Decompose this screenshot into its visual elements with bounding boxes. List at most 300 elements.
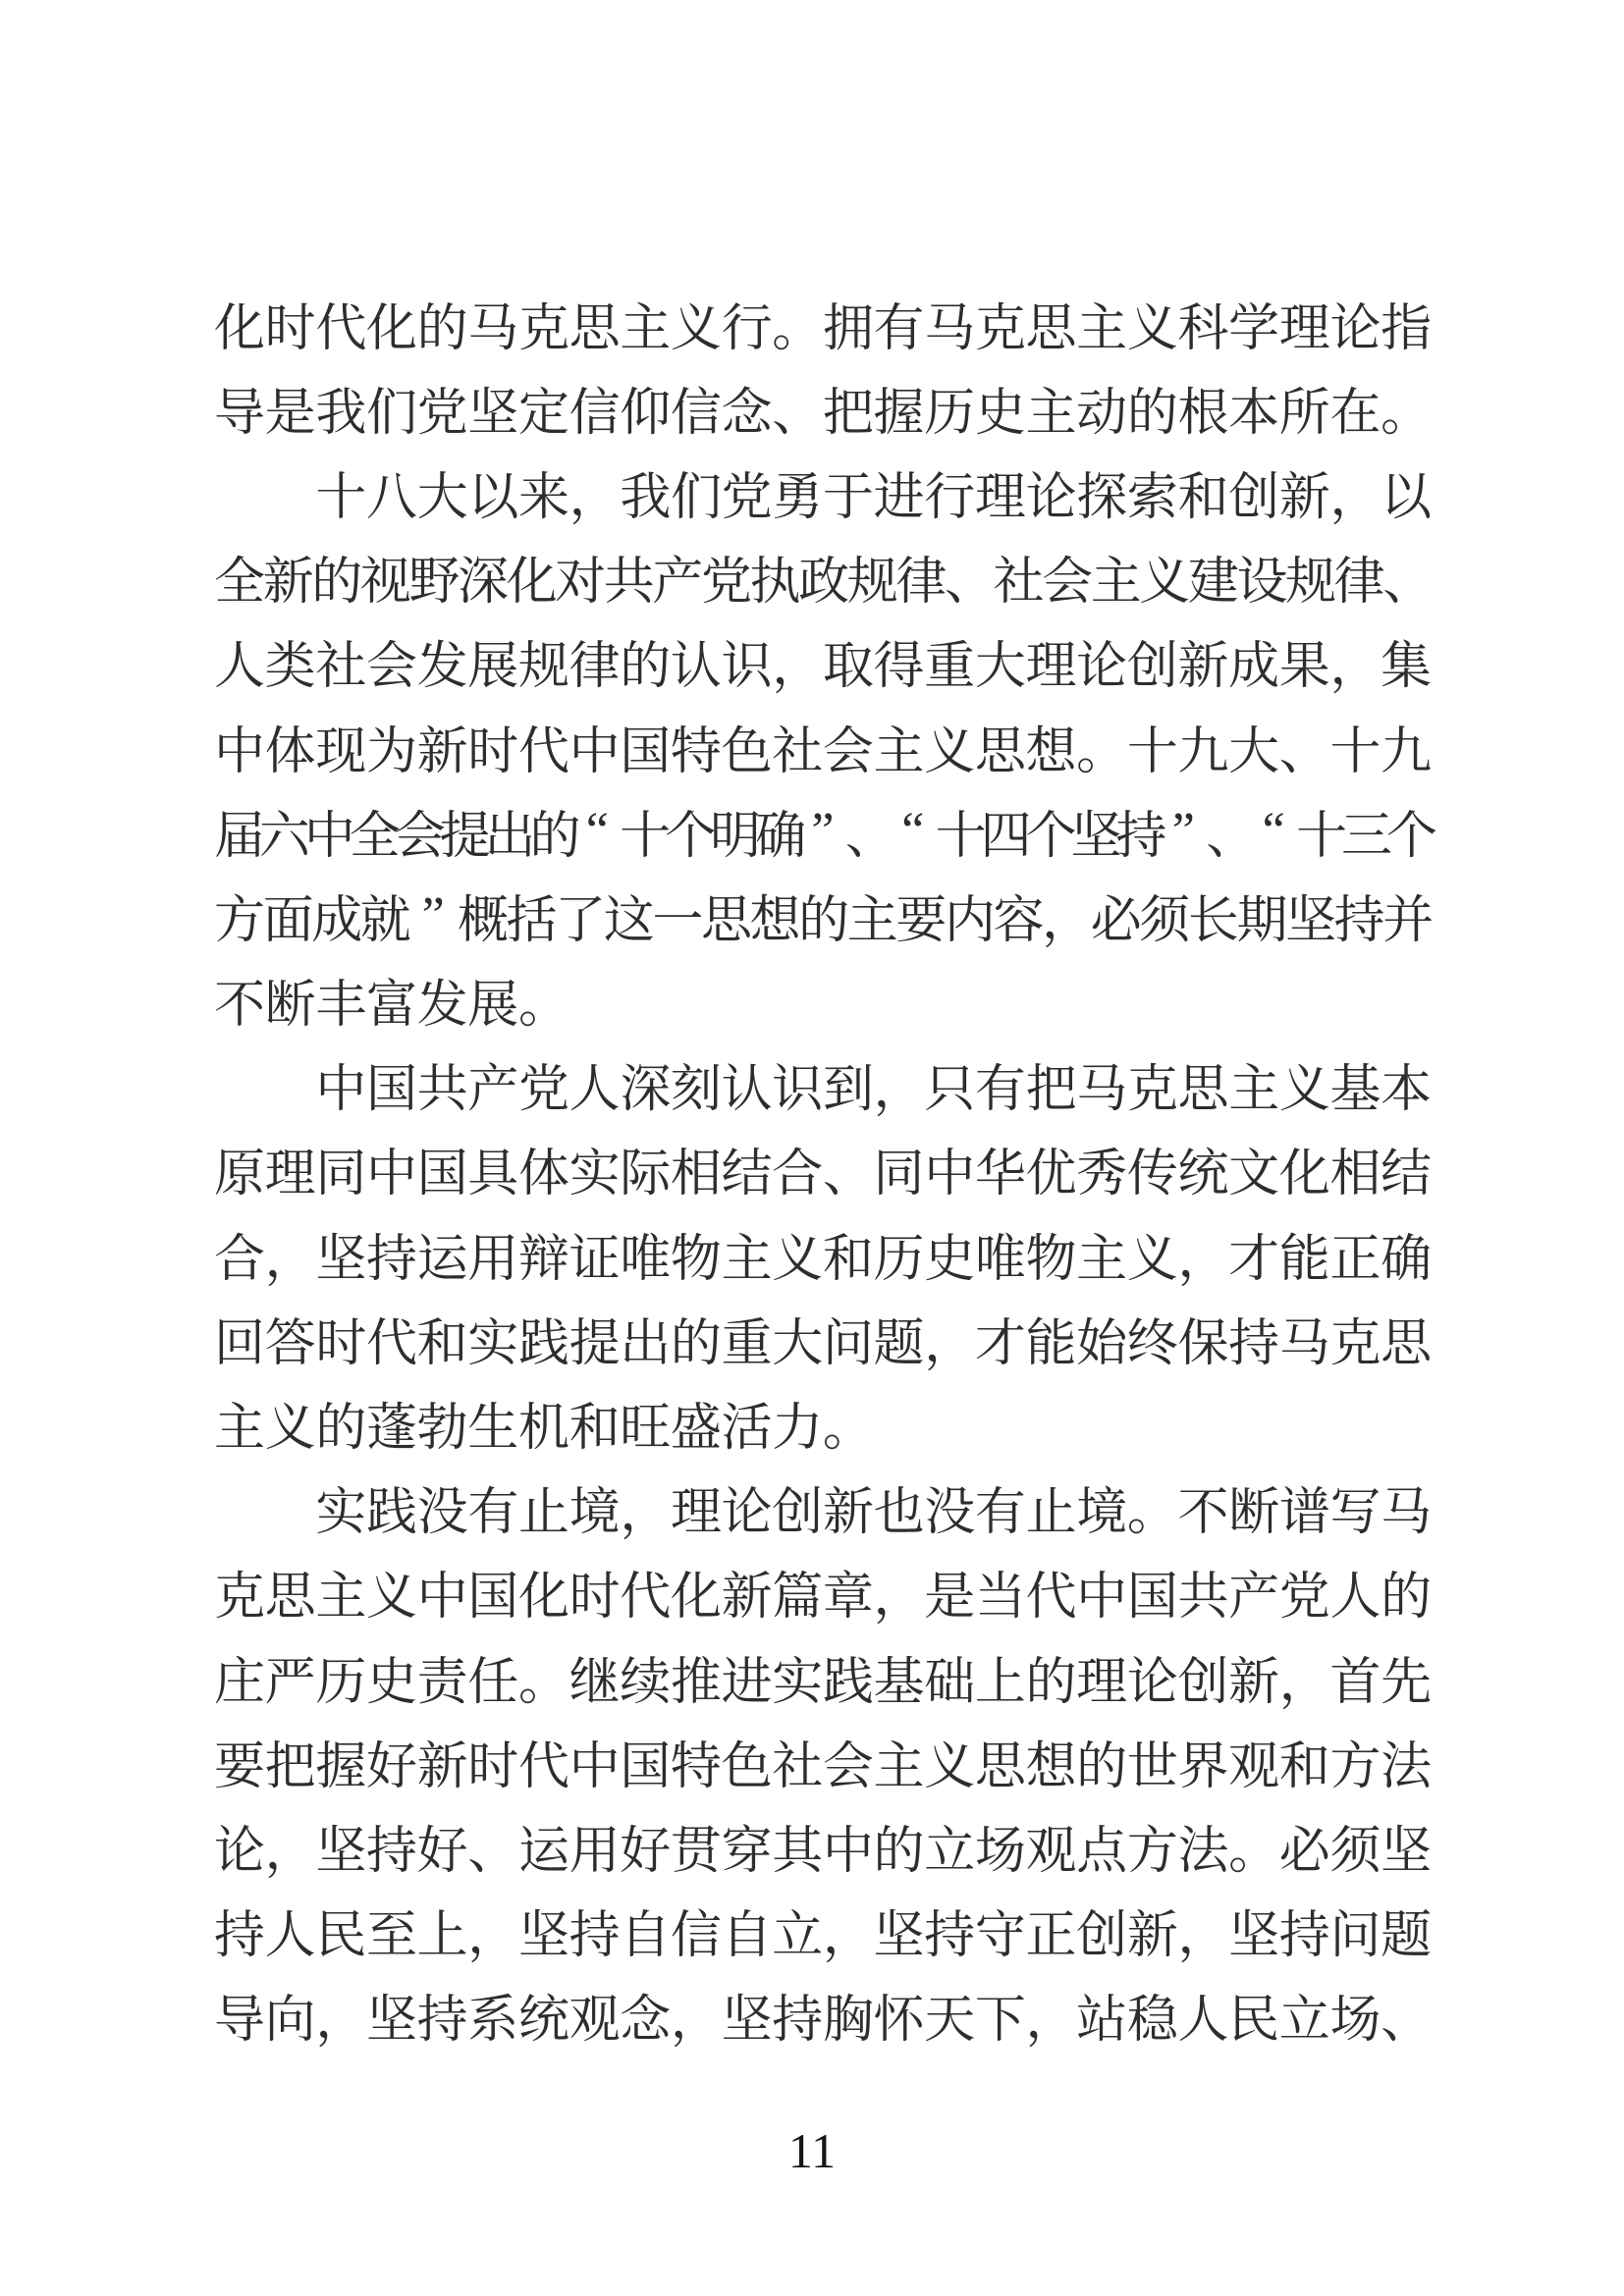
text-char: 思 [568,300,621,357]
text-char: 人 [264,1908,316,1965]
text-char: 用 [568,1823,621,1880]
text-char: 主 [620,300,672,357]
text-line [214,1127,1432,1211]
text-char: 思 [264,1570,316,1627]
text-char: ， [1278,1654,1330,1711]
text-char: 对 [555,555,607,612]
text-char: 际 [620,1147,672,1203]
text-char: 蓬 [365,1401,417,1458]
text-char: 的 [529,808,581,865]
text-char: 时 [568,1570,621,1627]
text-char: 同 [315,1147,367,1203]
text-char: 个 [665,808,717,865]
text-char: 这 [603,892,655,949]
text-line [214,1889,1432,1973]
text-char: 、 [844,808,896,865]
text-char: 具 [467,1147,519,1203]
text-char: 上 [416,1908,468,1965]
text-char: 和 [416,1315,468,1372]
text-char: 产 [1228,1570,1280,1627]
text-char: 十 [1329,723,1381,780]
text-char: 坚 [1380,1823,1433,1880]
text-char: 践 [366,1485,418,1542]
text-char: 、 [1380,1993,1433,2050]
text-char: ， [1177,1231,1229,1288]
text-char: 中 [1076,1570,1128,1627]
text-char: 历 [315,1654,367,1711]
text-char: 方 [214,892,266,949]
text-char: 要 [895,892,947,949]
text-char: 期 [1236,892,1288,949]
text-char: 观 [1025,1823,1077,1880]
text-char: 只 [924,1062,976,1119]
text-char: 中 [568,1738,621,1795]
text-char: 不 [1177,1485,1229,1542]
text-char: 确 [1380,1231,1433,1288]
text-char: 义 [1139,555,1191,612]
text-char: 克 [1126,1062,1178,1119]
text-char: 写 [1329,1485,1381,1542]
text-char: 、 [822,1147,874,1203]
text-char: 化 [506,555,558,612]
text-char: 推 [670,1654,722,1711]
text-char: 十 [1296,808,1348,865]
text-char: 始 [1076,1315,1128,1372]
text-char: 党 [416,385,468,442]
text-char: ， [620,1485,672,1542]
text-char: 持 [568,1908,621,1965]
text-char: 上 [974,1654,1026,1711]
text-char: 勃 [416,1401,468,1458]
text-char: 至 [365,1908,417,1965]
text-char: 视 [359,555,411,612]
text-char: 主 [846,892,898,949]
text-char: 全 [214,555,266,612]
text-char: 发 [416,639,468,696]
text-char: 共 [1177,1570,1229,1627]
text-line [214,1550,1432,1634]
text-char: 富 [365,978,417,1035]
text-char: 是 [924,1570,976,1627]
text-char: 学 [1228,300,1280,357]
text-char: 共 [603,555,655,612]
text-char: 首 [1329,1654,1381,1711]
text-char: 机 [517,1401,569,1458]
text-char: 以 [467,469,519,526]
text-char: 。 [517,978,569,1035]
text-char: 义 [1126,1231,1178,1288]
text-char: 点 [1076,1823,1128,1880]
text-char: 规 [846,555,898,612]
text-char: 断 [1228,1485,1280,1542]
text-char: 好 [365,1738,417,1795]
text-char: 主 [1076,1231,1128,1288]
text-char: 体 [517,1147,569,1203]
text-char: 代 [1025,1570,1077,1627]
text-char: “ [585,802,609,859]
text-line [214,365,1432,450]
text-char: 场 [1329,1993,1381,2050]
text-char: 大 [416,469,468,526]
text-char: 马 [1278,1315,1330,1372]
text-char: 代 [365,1315,417,1372]
text-char: ， [1025,1993,1077,2050]
text-char: 马 [1380,1485,1433,1542]
text-char: 辩 [517,1231,569,1288]
text-char: ， [1329,639,1381,696]
text-char: 方 [1329,1738,1381,1795]
text-char: 索 [1126,469,1178,526]
text-char: 社 [772,723,824,780]
text-char: 主 [873,1738,925,1795]
text-char: 了 [555,892,607,949]
text-char: 特 [670,723,722,780]
text-char: 坚 [315,1823,367,1880]
text-char: 实 [772,1654,824,1711]
text-char: 唯 [620,1231,672,1288]
text-char: 生 [467,1401,519,1458]
text-char: 面 [262,892,314,949]
text-char: 的 [1380,1570,1433,1627]
text-char: 践 [517,1315,569,1372]
text-char: 代 [517,723,569,780]
text-char: 历 [873,1231,925,1288]
text-char: 的 [670,1315,722,1372]
text-char: “ [901,802,925,859]
text-char: 华 [974,1147,1026,1203]
text-char: 史 [365,1654,417,1711]
text-char: 论 [1025,469,1077,526]
text-char: ， [873,1570,925,1627]
text-char: 方 [1126,1823,1178,1880]
text-char: 社 [315,639,367,696]
text-char: 创 [1228,469,1280,526]
text-char: 运 [517,1823,569,1880]
text-char: 克 [1329,1315,1381,1372]
text-char: 怀 [873,1993,925,2050]
text-char: 克 [214,1570,266,1627]
text-char: 为 [365,723,417,780]
text-char: ” [421,886,445,943]
text-char: 的 [1126,385,1178,442]
text-char: 信 [670,385,722,442]
text-char: 和 [568,1401,621,1458]
text-char: 坚 [467,385,519,442]
text-char: 思 [1177,1062,1229,1119]
text-char: 在 [1329,385,1381,442]
text-char: 、 [944,555,996,612]
text-char: 合 [214,1231,266,1288]
text-char: 。 [1126,1485,1178,1542]
text-char: 勇 [772,469,824,526]
text-char: 大 [1228,723,1280,780]
text-char: 念 [721,385,773,442]
text-char: 结 [1380,1147,1433,1203]
text-char: 得 [873,639,925,696]
text-char: 理 [974,469,1026,526]
text-char: 力 [772,1401,824,1458]
text-char: 中 [214,723,266,780]
text-char: 人 [568,1062,621,1119]
text-char: 化 [214,300,266,357]
text-char: 坚 [365,1993,417,2050]
text-char: ” [811,802,835,859]
text-char: 国 [620,1738,672,1795]
text-char: 同 [873,1147,925,1203]
text-char: 化 [365,300,417,357]
text-char: 指 [1380,300,1433,357]
text-char: 人 [214,639,266,696]
text-char: 色 [721,723,773,780]
text-char: 活 [721,1401,773,1458]
text-char: 的 [873,1823,925,1880]
text-char: 论 [214,1823,266,1880]
text-char: 十 [1126,723,1178,780]
text-char: 基 [873,1654,925,1711]
text-char: 认 [721,1062,773,1119]
text-char: 十 [315,469,367,526]
text-char: 传 [1126,1147,1178,1203]
text-char: 有 [467,1485,519,1542]
text-char: 理 [1076,1654,1128,1711]
text-line [214,281,1432,365]
text-char: 须 [1329,1823,1381,1880]
text-char: 化 [517,1570,569,1627]
text-char: 集 [1380,639,1433,696]
text-char: 代 [517,1738,569,1795]
text-char: ， [315,1993,367,2050]
text-char: 题 [1380,1908,1433,1965]
text-char: 明 [710,808,762,865]
text-line [214,1211,1432,1296]
text-char: 国 [467,1570,519,1627]
text-char: 责 [416,1654,468,1711]
text-char: 。 [1076,723,1128,780]
text-char: 科 [1177,300,1229,357]
text-char: 出 [484,808,536,865]
text-char: 握 [873,385,925,442]
text-line [214,619,1432,704]
text-char: 届 [214,808,266,865]
text-char: 断 [264,978,316,1035]
text-char: 持 [772,1993,824,2050]
text-char: 政 [798,555,850,612]
text-char: 成 [311,892,363,949]
text-char: 继 [568,1654,621,1711]
text-char: 稳 [1126,1993,1178,2050]
text-char: 产 [467,1062,519,1119]
text-char: ， [467,1908,519,1965]
text-char: 章 [822,1570,874,1627]
text-char: 持 [365,1823,417,1880]
text-char: 人 [1177,1993,1229,2050]
text-char: 止 [1025,1485,1077,1542]
text-char: 识 [721,639,773,696]
text-char: 回 [214,1315,266,1372]
text-char: 国 [620,723,672,780]
text-char: 导 [214,1993,266,2050]
text-char: 仰 [620,385,672,442]
text-line [214,1973,1432,2057]
text-char: 理 [1025,639,1077,696]
text-char: 须 [1139,892,1191,949]
text-char: 中 [822,1823,874,1880]
text-char: 创 [772,1485,824,1542]
text-char: 自 [721,1908,773,1965]
text-line [214,1042,1432,1127]
text-char: 严 [264,1654,316,1711]
text-char: 律 [895,555,947,612]
text-char: 持 [416,1993,468,2050]
text-char: 旺 [620,1401,672,1458]
text-char: 设 [1236,555,1288,612]
text-char: 中 [365,1147,417,1203]
text-char: 规 [1285,555,1337,612]
text-char: 向 [264,1993,316,2050]
text-char: 问 [1329,1908,1381,1965]
text-char: 立 [924,1823,976,1880]
text-char: 穿 [721,1823,773,1880]
text-char: 社 [993,555,1045,612]
text-char: 所 [1278,385,1330,442]
text-char: 探 [1076,469,1128,526]
text-char: 保 [1177,1315,1229,1372]
text-char: 持 [214,1908,266,1965]
text-char: 义 [365,1570,417,1627]
text-char: 证 [568,1231,621,1288]
text-char: 们 [365,385,417,442]
text-char: 创 [1126,639,1178,696]
text-char: 中 [924,1147,976,1203]
text-char: 三 [1341,808,1393,865]
text-char: 时 [264,300,316,357]
text-char: 进 [721,1654,773,1711]
text-char: ， [822,1908,874,1965]
text-char: 导 [214,385,266,442]
text-char: 思 [1380,1315,1433,1372]
text-char: 先 [1380,1654,1433,1711]
text-char: 实 [315,1485,367,1542]
text-char: 理 [1278,300,1330,357]
text-char: 践 [822,1654,874,1711]
text-char: 观 [1228,1738,1280,1795]
text-char: ， [1177,1908,1229,1965]
text-char: 把 [264,1738,316,1795]
text-char: 义 [1126,300,1178,357]
text-char: 根 [1177,385,1229,442]
text-char: 理 [264,1147,316,1203]
text-char: 出 [620,1315,672,1372]
text-char: 。 [517,1654,569,1711]
text-line [214,1466,1432,1550]
text-char: 坚 [721,1993,773,2050]
text-char: 界 [1177,1738,1229,1795]
text-char: 行 [721,300,773,357]
text-char: 色 [721,1738,773,1795]
text-char: 认 [670,639,722,696]
text-char: 的 [315,1401,367,1458]
text-char: 好 [416,1823,468,1880]
text-char: 境 [568,1485,621,1542]
text-char: 党 [518,1062,570,1119]
text-char: 是 [264,385,316,442]
text-char: 我 [315,385,367,442]
text-char: 和 [822,1231,874,1288]
text-char: 有 [873,300,925,357]
text-char: 统 [517,1993,569,2050]
text-char: 马 [467,300,519,357]
text-char: 果 [1278,639,1330,696]
text-char: 民 [1228,1993,1280,2050]
text-char: 历 [924,385,976,442]
text-char: 篇 [772,1570,824,1627]
text-char: 论 [1076,639,1128,696]
text-char: 、 [467,1823,519,1880]
text-char: 中 [416,1570,468,1627]
text-char: 动 [1076,385,1128,442]
text-char: 行 [924,469,976,526]
text-line [214,535,1435,619]
text-char: 新 [1228,1654,1280,1711]
text-char: 个 [1385,808,1437,865]
text-char: 大 [772,1315,824,1372]
text-char: 系 [467,1993,519,2050]
text-char: 好 [620,1823,672,1880]
text-char: 克 [974,300,1026,357]
text-char: ， [264,1823,316,1880]
text-char: 天 [924,1993,976,2050]
text-char: “ [1262,802,1285,859]
text-char: 想 [749,892,801,949]
text-char: 要 [214,1738,266,1795]
text-char: ， [568,469,621,526]
text-char: 创 [1177,1654,1229,1711]
text-char: 秀 [1076,1147,1128,1203]
text-char: 坚 [1228,1908,1280,1965]
text-char: 现 [315,723,367,780]
text-char: 持 [1228,1315,1280,1372]
text-char: 坚 [873,1908,925,1965]
text-char: 定 [517,385,569,442]
text-char: 新 [262,555,314,612]
text-char: 础 [924,1654,976,1711]
text-char: 于 [822,469,874,526]
text-char: 四 [980,808,1032,865]
text-char: 世 [1126,1738,1178,1795]
text-char: 实 [568,1147,621,1203]
text-char: 们 [670,469,722,526]
text-char: 贯 [670,1823,722,1880]
text-char: 就 [359,892,411,949]
text-char: 创 [1076,1908,1128,1965]
text-char: 的 [416,300,468,357]
text-char: 全 [349,808,401,865]
text-char: 唯 [974,1231,1026,1288]
text-char: 一 [652,892,704,949]
text-char: 论 [1126,1654,1178,1711]
text-char: 中 [315,1062,367,1119]
text-char: 产 [652,555,704,612]
text-char: 理 [670,1485,722,1542]
text-char: 和 [1278,1738,1330,1795]
text-char: 共 [416,1062,468,1119]
text-char: 有 [974,1485,1026,1542]
text-char: 相 [1329,1147,1381,1203]
text-char: 执 [749,555,801,612]
text-char: 论 [721,1485,773,1542]
text-char: 持 [924,1908,976,1965]
text-char: ， [1042,892,1094,949]
